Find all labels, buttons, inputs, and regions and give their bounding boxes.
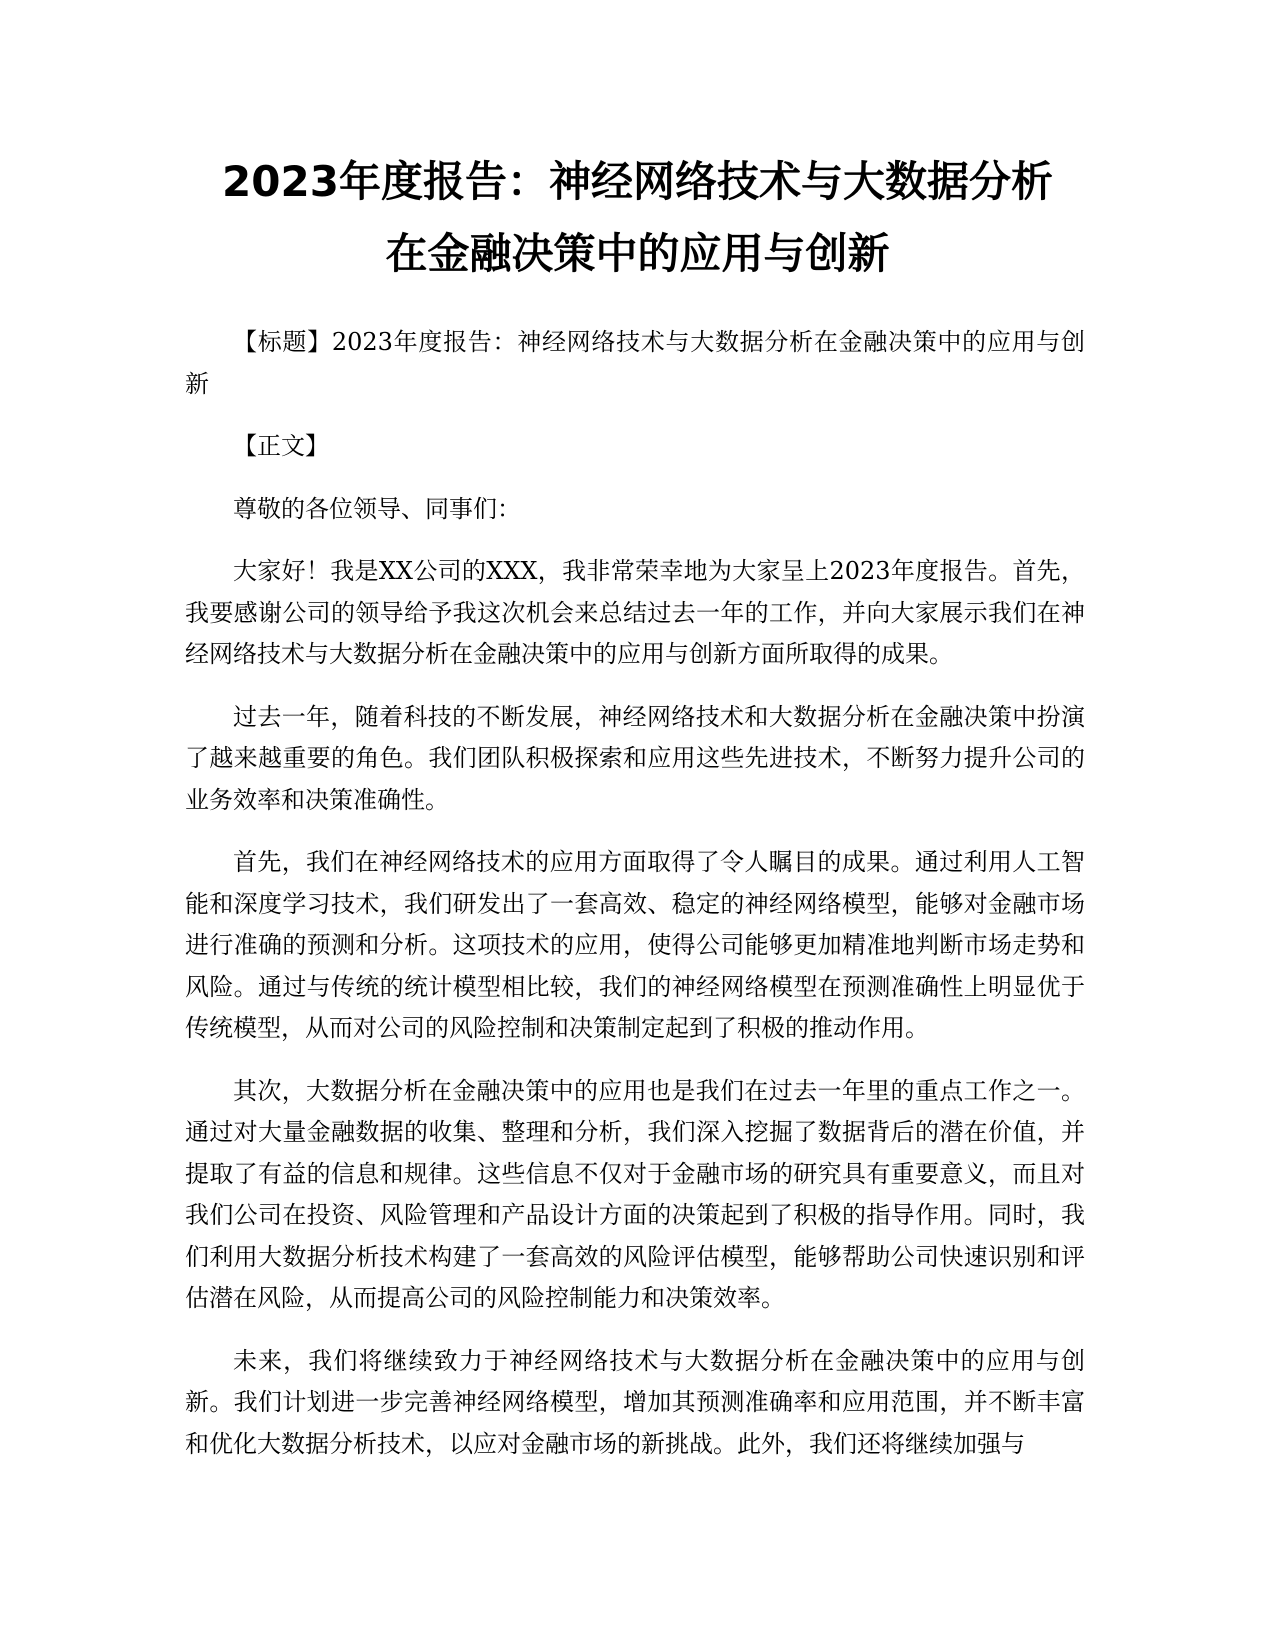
background-paragraph: 过去一年，随着科技的不断发展，神经网络技术和大数据分析在金融决策中扮演了越来越重要的角色。我们团队积极探索和应用这些先进技术，不断努力提升公司的业务效率和决策准确性。: [185, 702, 1085, 814]
future-plan-paragraph: 未来，我们将继续致力于神经网络技术与大数据分析在金融决策中的应用与创新。我们计划进一步完善神经网络模型，增加其预测准确率和应用范围，并不断丰富和优化大数据分析技术，以应对金融市场的新挑战。此外，我们还将继续加强与: [185, 1346, 1085, 1458]
title-line-1: 2023年度报告：神经网络技术与大数据分析: [222, 157, 1053, 206]
document-title: [150, 146, 1125, 290]
title-line-2: 在金融决策中的应用与创新: [385, 229, 890, 278]
salutation-paragraph: 尊敬的各位领导、同事们：: [233, 494, 521, 523]
title-paragraph: 【标题】2023年度报告：神经网络技术与大数据分析在金融决策中的应用与创新: [185, 328, 1085, 398]
big-data-paragraph: 其次，大数据分析在金融决策中的应用也是我们在过去一年里的重点工作之一。通过对大量金融数据的收集、整理和分析，我们深入挖掘了数据背后的潜在价值，并提取了有益的信息和规律。这些信息不仅对于金融市场的研究具有重要意义，而且对我们公司在投资、风险管理和产品设计方面的决策起到了积极的指导作用。同时，我们利用大数据分析技术构建了一套高效的风险评估模型，能够帮助公司快速识别和评估潜在风险，从而提高公司的风险控制能力和决策效率。: [185, 1076, 1085, 1312]
body-heading: 【正文】: [233, 432, 329, 460]
intro-paragraph: 大家好！我是XX公司的XXX，我非常荣幸地为大家呈上2023年度报告。首先，我要感谢公司的领导给予我这次机会来总结过去一年的工作，并向大家展示我们在神经网络技术与大数据分析在金融决策中的应用与创新方面所取得的成果。: [185, 557, 1085, 668]
document-body: [185, 322, 1085, 1486]
neural-network-paragraph: 首先，我们在神经网络技术的应用方面取得了令人瞩目的成果。通过利用人工智能和深度学习技术，我们研发出了一套高效、稳定的神经网络模型，能够对金融市场进行准确的预测和分析。这项技术的应用，使得公司能够更加精准地判断市场走势和风险。通过与传统的统计模型相比较，我们的神经网络模型在预测准确性上明显优于传统模型，从而对公司的风险控制和决策制定起到了积极的推动作用。: [185, 848, 1085, 1042]
